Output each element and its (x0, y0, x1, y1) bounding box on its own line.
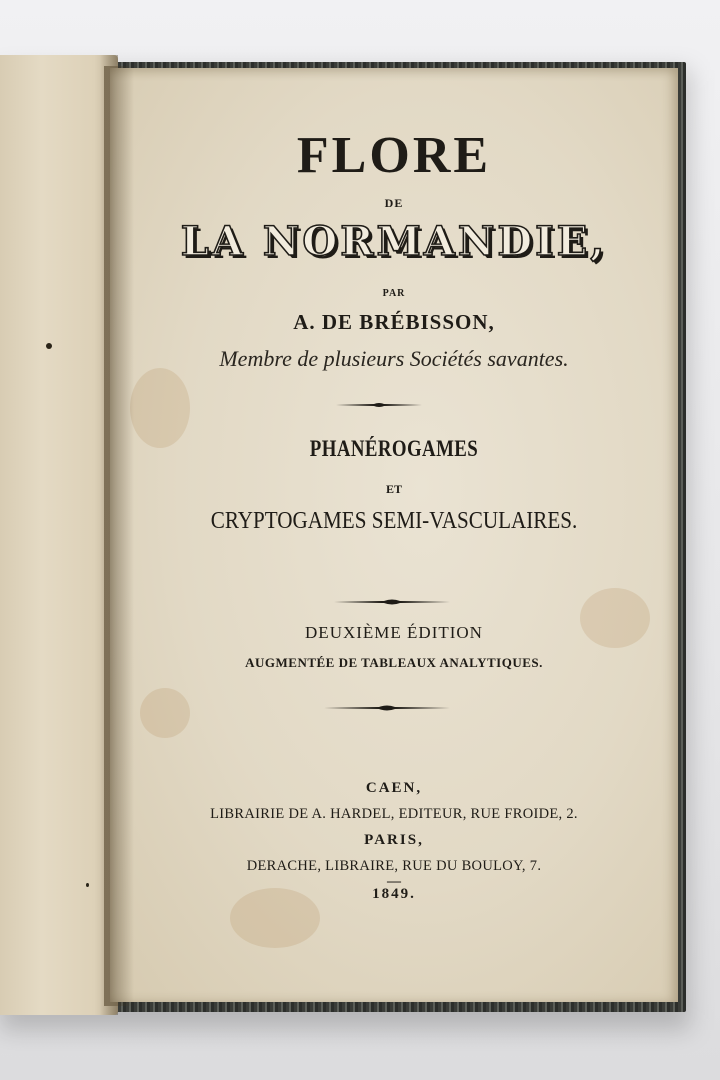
book-title-region: LA NORMANDIE, (180, 218, 608, 265)
imprint-city-paris: PARIS, (364, 832, 424, 848)
subject-phanerogames: PHANÉROGAMES (309, 436, 479, 461)
subject-connector: ET (385, 482, 402, 496)
book-title: FLORE (296, 127, 492, 184)
publication-year: 1849. (372, 886, 416, 902)
imprint-city-caen: CAEN, (365, 780, 423, 796)
by-label: PAR (382, 288, 406, 299)
imprint-publisher-paris: DERACHE, LIBRAIRE, RUE DU BOULOY, 7. (246, 858, 542, 874)
subject-cryptogames: CRYPTOGAMES SEMI-VASCULAIRES. (210, 508, 578, 534)
author-name: A. DE BRÉBISSON, (293, 310, 495, 334)
imprint-publisher-caen: LIBRAIRIE DE A. HARDEL, EDITEUR, RUE FROIDE, 2. (210, 806, 578, 822)
author-role: Membre de plusieurs Sociétés savantes. (219, 346, 569, 371)
title-page (110, 68, 678, 1002)
ink-spot (86, 883, 89, 887)
left-page (0, 55, 118, 1015)
ink-spot (46, 343, 52, 349)
foxing-stain (140, 688, 190, 738)
edition-label: DEUXIÈME ÉDITION (305, 623, 483, 642)
book-gutter (104, 66, 134, 1006)
ornament-divider (332, 598, 452, 606)
ornament-divider (334, 401, 424, 409)
ornament-divider (322, 704, 452, 712)
imprint-rule: — (387, 874, 401, 889)
title-connector: DE (384, 196, 404, 210)
edition-note: AUGMENTÉE DE TABLEAUX ANALYTIQUES. (245, 655, 543, 670)
